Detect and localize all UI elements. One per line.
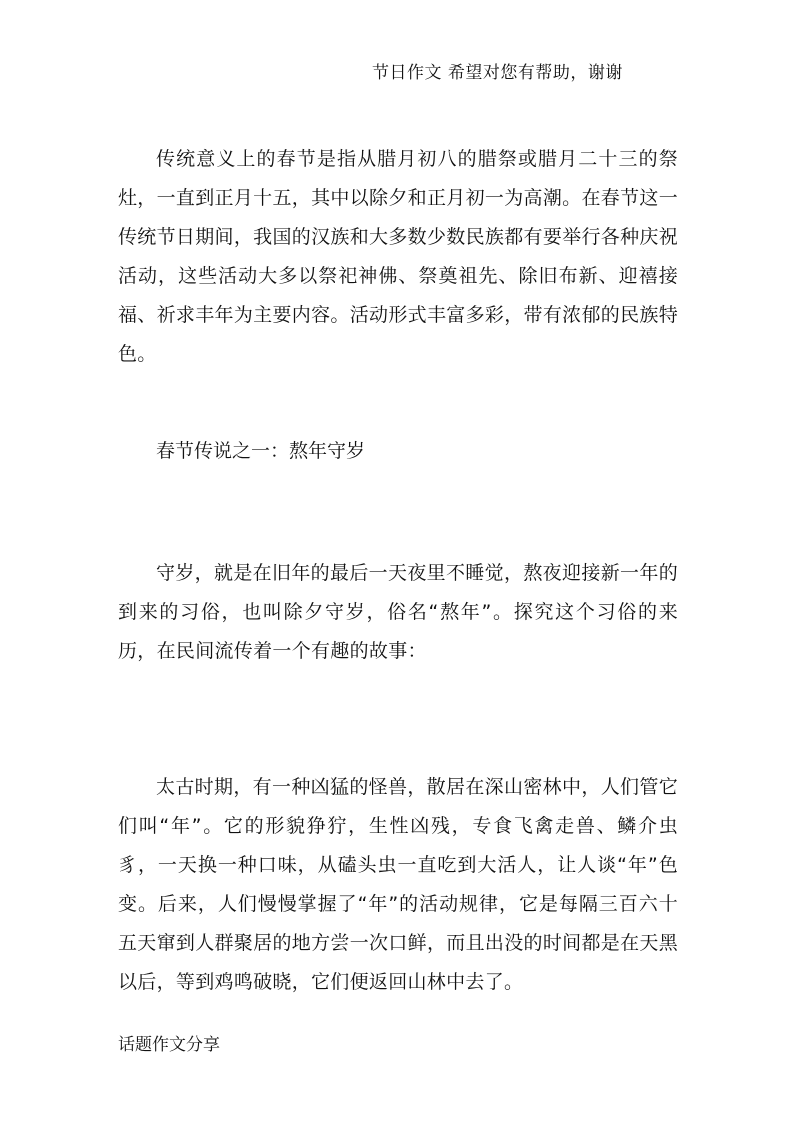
paragraph-shousui: 守岁，就是在旧年的最后一天夜里不睡觉，熬夜迎接新一年的到来的习俗，也叫除夕守岁，俗名“熬年”。探究这个习俗的来历，在民间流传着一个有趣的故事： [118, 562, 678, 662]
paragraph-intro: 传统意义上的春节是指从腊月初八的腊祭或腊月二十三的祭灶，一直到正月十五，其中以除夕和正月初一为高潮。在春节这一传统节日期间，我国的汉族和大多数少数民族都有要举行各种庆祝活动，这些活动大多以祭祀神佛、祭奠祖先、除旧布新、迎禧接福、祈求丰年为主要内容。活动形式丰富多彩，带有浓郁的民族特色。 [118, 148, 678, 365]
section-heading: 春节传说之一：熬年守岁 [156, 440, 366, 462]
paragraph-legend: 太古时期，有一种凶猛的怪兽，散居在深山密林中，人们管它们叫“年”。它的形貌狰狞，生性凶残，专食飞禽走兽、鳞介虫豸，一天换一种口味，从磕头虫一直吃到大活人，让人谈“年”色变。后来，人们慢慢掌握了“年”的活动规律，它是每隔三百六十五天窜到人群聚居的地方尝一次口鲜，而且出没的时间都是在天黑以后，等到鸡鸣破晓，它们便返回山林中去了。 [118, 776, 678, 993]
page-header: 节日作文 希望对您有帮助，谢谢 [372, 63, 623, 83]
page-footer: 话题作文分享 [118, 1035, 220, 1055]
